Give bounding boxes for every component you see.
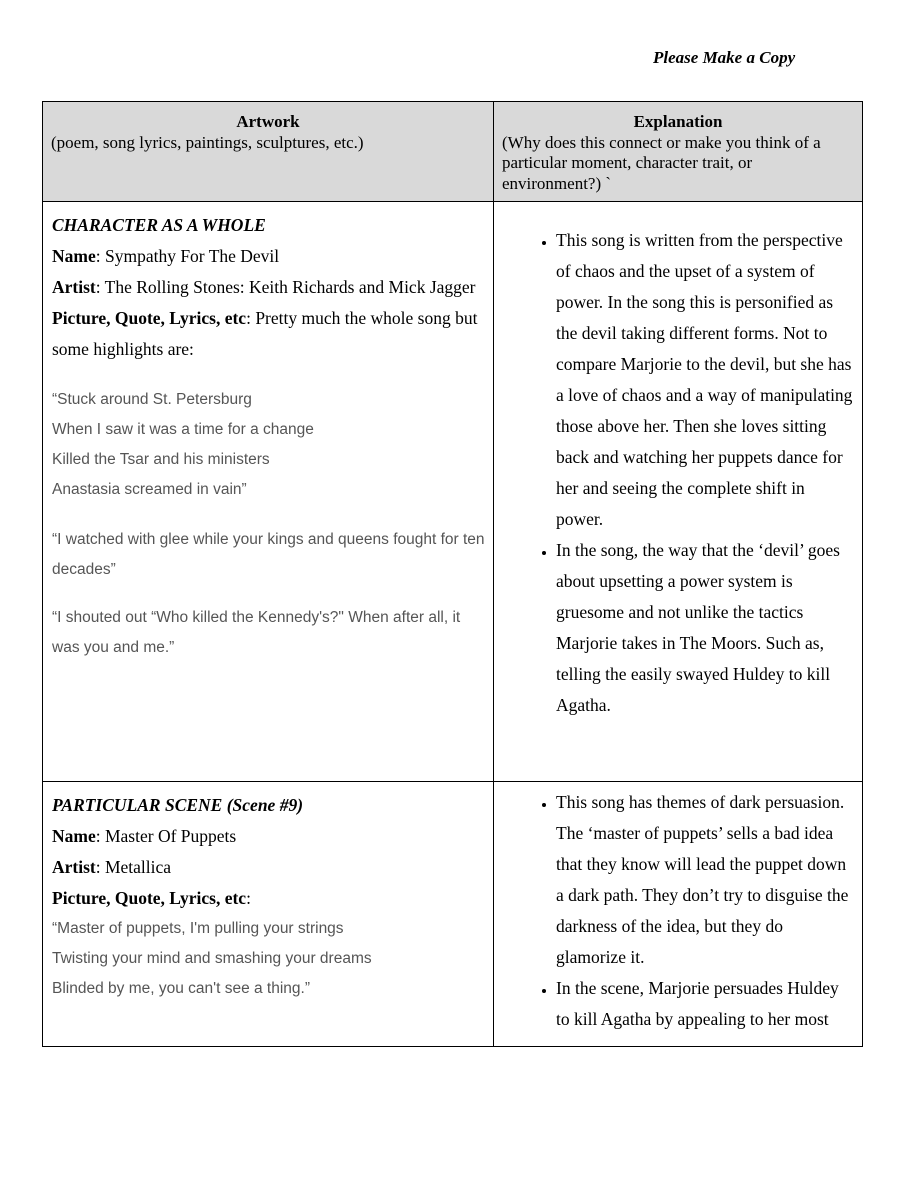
pql-label: Picture, Quote, Lyrics, etc — [52, 308, 247, 328]
pql-value: : — [246, 888, 251, 908]
header-artwork-title: Artwork — [236, 112, 300, 131]
artist-label: Artist — [52, 857, 96, 877]
header-artwork — [43, 102, 494, 202]
explanation-list — [494, 225, 862, 721]
song-lyrics-intro — [52, 883, 485, 914]
section-title: PARTICULAR SCENE (Scene #9) — [52, 795, 304, 815]
name-value: : Master Of Puppets — [95, 826, 237, 846]
lyric-line: Twisting your mind and smashing your dreams — [52, 950, 372, 967]
artwork-cell-character — [43, 202, 494, 782]
lyric-line: When I saw it was a time for a change — [52, 421, 314, 438]
header-explanation — [494, 102, 863, 202]
lyrics-block — [52, 914, 485, 1004]
table-row — [43, 202, 863, 782]
header-explanation-title: Explanation — [633, 112, 723, 131]
artwork-table — [42, 101, 863, 1047]
artist-label: Artist — [52, 277, 96, 297]
artwork-cell-scene — [43, 782, 494, 1047]
list-item: • In the song, the way that the ‘devil’ goes about upsetting a power system is gruesome and not unlike the tactics Marjorie takes in The Moors. Such as, telling the easily swayed Huldey to kill Agatha. — [556, 535, 854, 721]
song-name — [52, 241, 485, 272]
lyric-line: “Master of puppets, I'm pulling your strings — [52, 920, 344, 937]
table-header-row — [43, 102, 863, 202]
lyric-line: Killed the Tsar and his ministers — [52, 451, 270, 468]
lyrics-block: “I watched with glee while your kings and queens fought for ten decades” — [52, 531, 485, 578]
explanation-cell-character — [494, 202, 863, 782]
lyrics-block: “I shouted out “Who killed the Kennedy's?" When after all, it was you and me.” — [52, 609, 461, 656]
header-explanation-subtitle: (Why does this connect or make you think of a particular moment, character trait, or environment?) ` — [502, 132, 821, 193]
lyric-line: Blinded by me, you can't see a thing.” — [52, 980, 310, 997]
list-item: • This song is written from the perspective of chaos and the upset of a system of power. In the song this is personified as the devil taking different forms. Not to compare Marjorie to the devil, but she has a love of chaos and a way of manipulating those above her. Then she loves sitting back and watching her puppets dance for her and seeing the complete shift in power. — [556, 225, 854, 535]
list-item: • This song has themes of dark persuasion. The ‘master of puppets’ sells a bad idea that they know will lead the puppet down a dark path. They don’t try to disguise the darkness of the idea, but they do glamorize it. — [556, 787, 854, 973]
pql-label: Picture, Quote, Lyrics, etc — [52, 888, 247, 908]
artist-value: : Metallica — [95, 857, 172, 877]
song-artist — [52, 272, 485, 303]
section-title: CHARACTER AS A WHOLE — [52, 215, 266, 235]
header-artwork-subtitle: (poem, song lyrics, paintings, sculptures, etc.) — [51, 132, 364, 152]
artist-value: : The Rolling Stones: Keith Richards and Mick Jagger — [95, 277, 476, 297]
lyrics-block — [52, 385, 485, 505]
explanation-cell-scene — [494, 782, 863, 1047]
name-label: Name — [52, 826, 96, 846]
explanation-list — [494, 787, 862, 1035]
name-label: Name — [52, 246, 96, 266]
name-value: : Sympathy For The Devil — [95, 246, 280, 266]
page-note: Please Make a Copy — [653, 48, 796, 67]
table-row — [43, 782, 863, 1047]
pql-value: : Pretty much the whole song but some highlights are: — [52, 308, 478, 359]
song-artist — [52, 852, 485, 883]
song-name — [52, 821, 485, 852]
lyric-line: Anastasia screamed in vain” — [52, 481, 247, 498]
lyric-line: “Stuck around St. Petersburg — [52, 391, 252, 408]
list-item: • In the scene, Marjorie persuades Huldey to kill Agatha by appealing to her most — [556, 973, 854, 1035]
song-lyrics-intro — [52, 303, 485, 365]
